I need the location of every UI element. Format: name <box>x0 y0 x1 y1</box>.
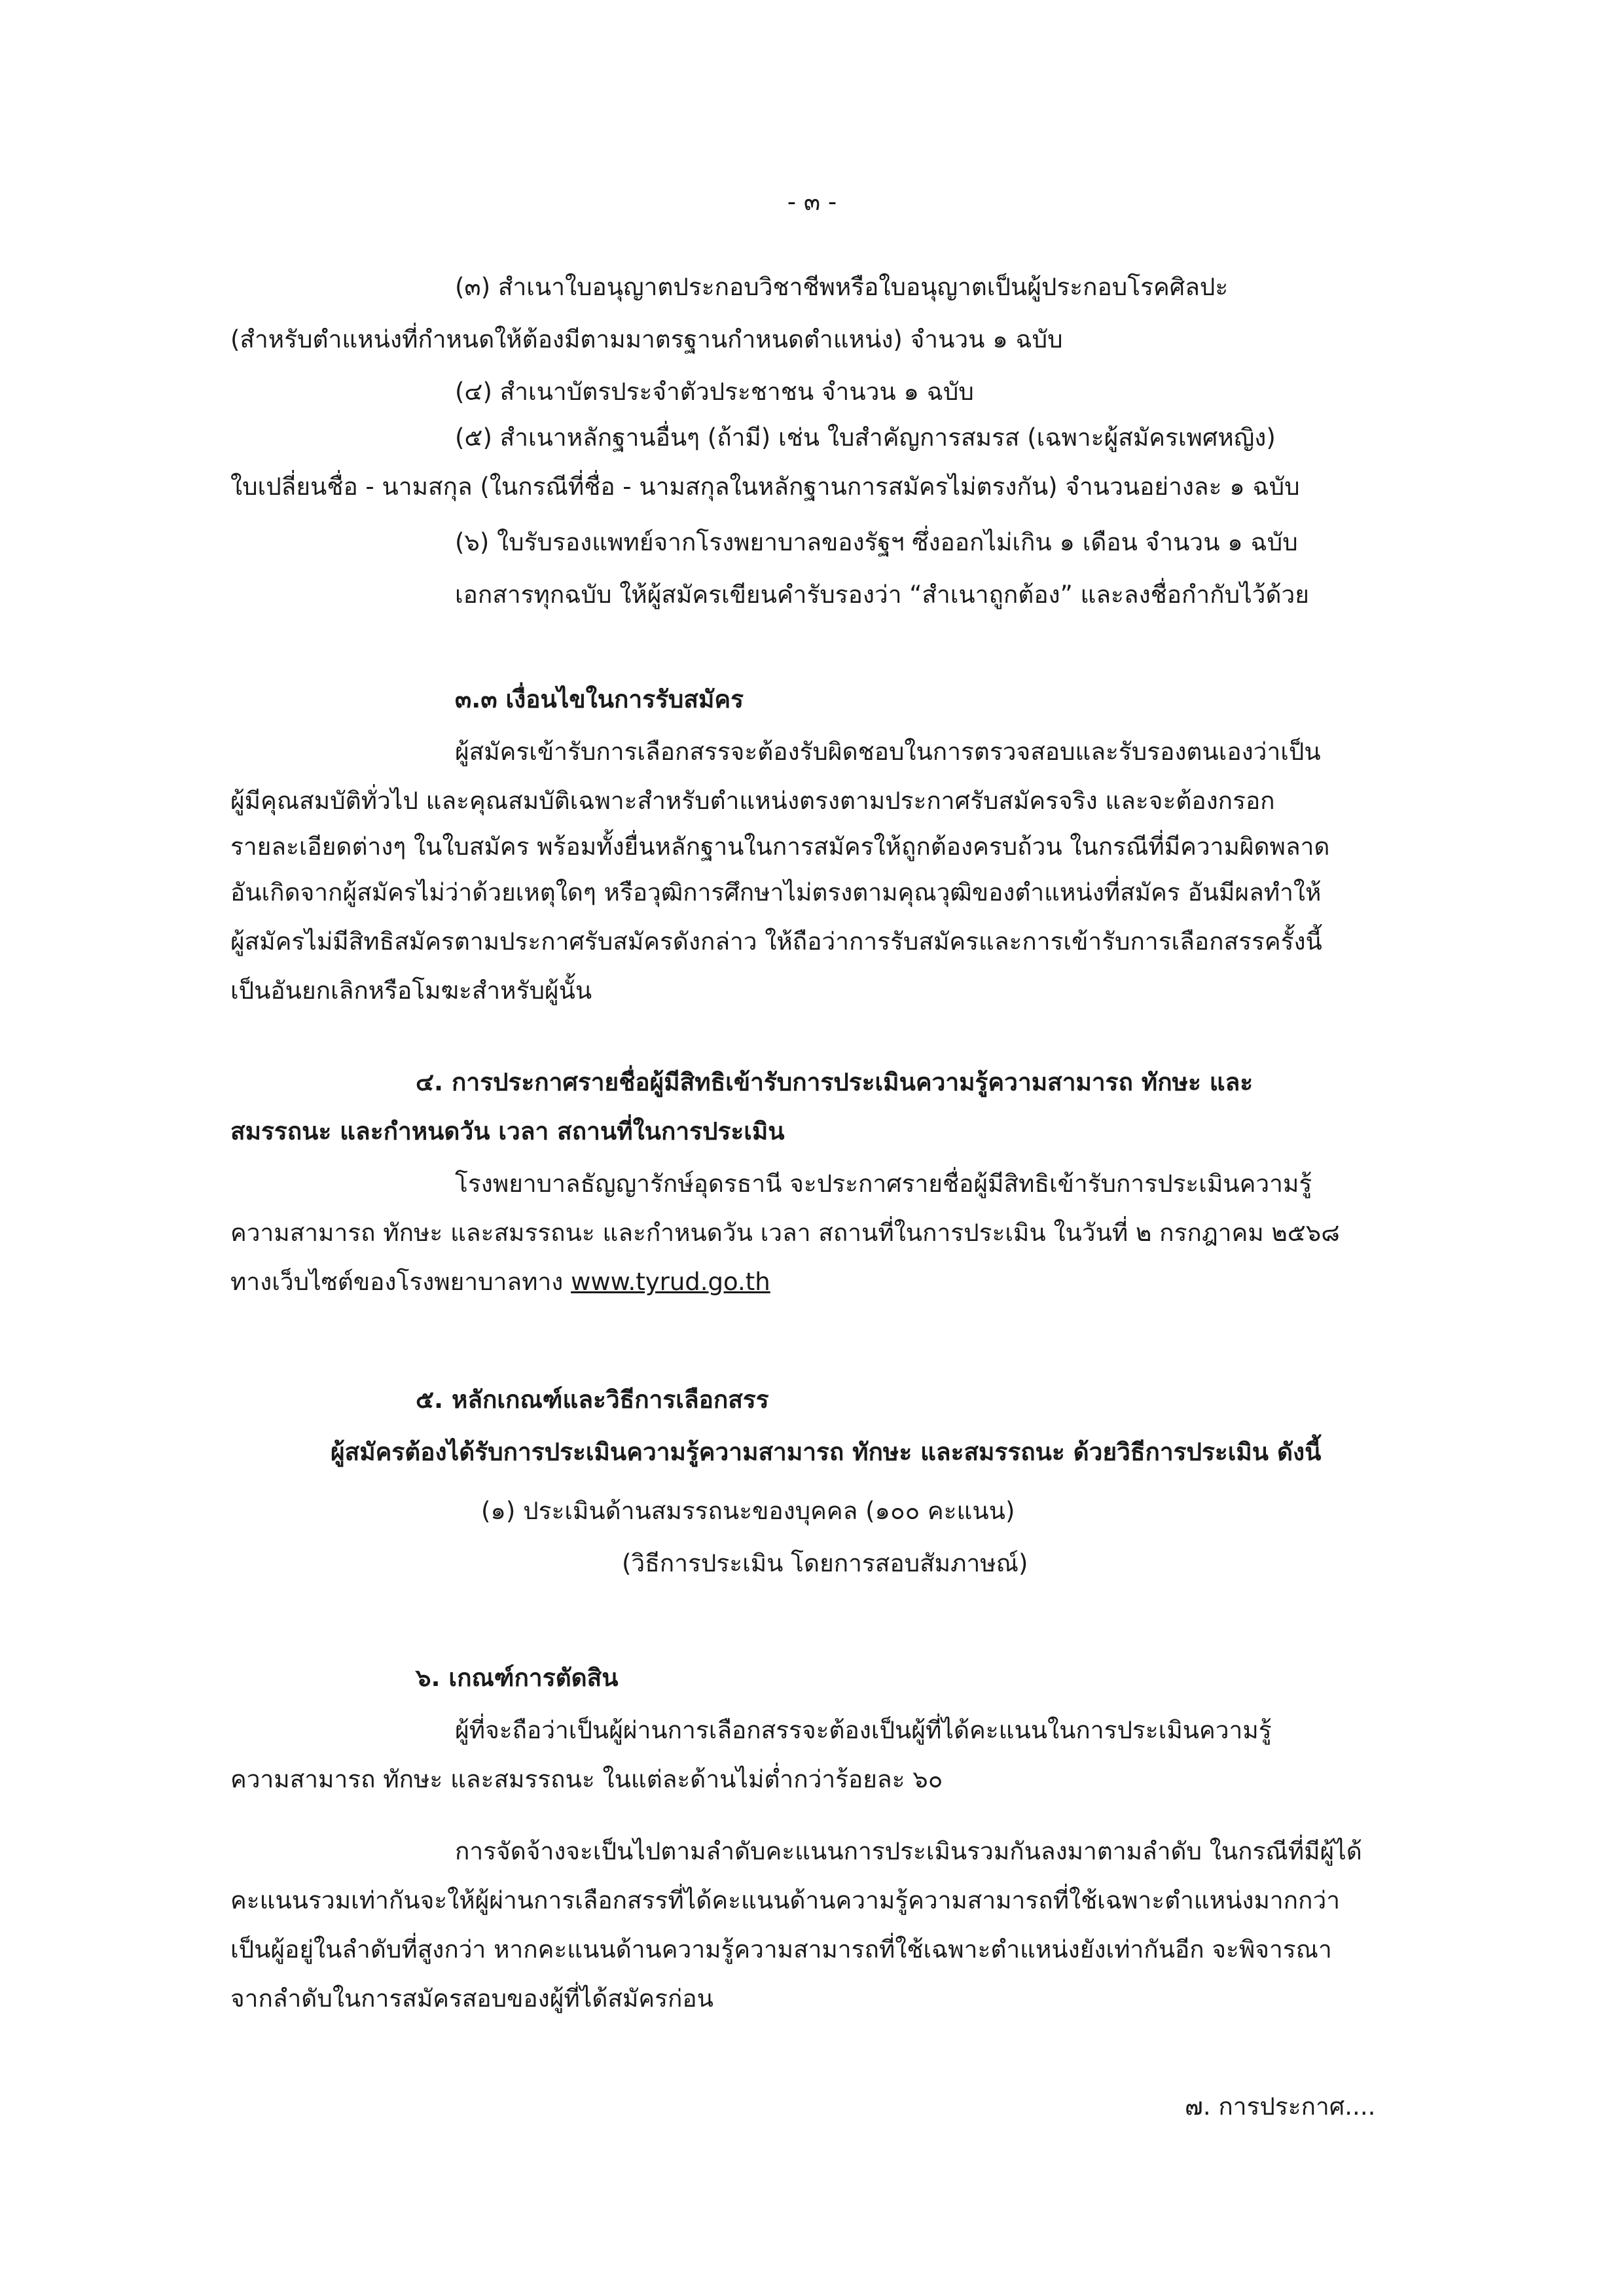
section-6-line: ผู้ที่จะถือว่าเป็นผู้ผ่านการเลือกสรรจะต้องเป็นผู้ที่ได้คะแนนในการประเมินความรู้ <box>455 1716 1272 1744</box>
section-3-3-line: อันเกิดจากผู้สมัครไม่ว่าด้วยเหตุใดๆ หรือวุฒิการศึกษาไม่ตรงตามคุณวุฒิของตำแหน่งที่สมัคร อันมีผลทำให้ <box>230 878 1322 906</box>
section-6-line: ความสามารถ ทักษะ และสมรรถนะ ในแต่ละด้านไม่ต่ำกว่าร้อยละ ๖๐ <box>230 1765 943 1793</box>
section-6-heading: ๖. เกณฑ์การตัดสิน <box>416 1664 619 1692</box>
section-6-line: จากลำดับในการสมัครสอบของผู้ที่ได้สมัครก่อน <box>230 1984 713 2013</box>
section-5-heading: ๕. หลักเกณฑ์และวิธีการเลือกสรร <box>416 1386 769 1414</box>
section-4-line: โรงพยาบาลธัญญารักษ์อุดรธานี จะประกาศรายชื่อผู้มีสิทธิเข้ารับการประเมินความรู้ <box>455 1170 1312 1198</box>
continuation-note: ๗. การประกาศ.... <box>1185 2092 1376 2121</box>
section-4-line-prefix: ทางเว็บไซต์ของโรงพยาบาลทาง <box>230 1268 564 1296</box>
section-5-item-1-note: (วิธีการประเมิน โดยการสอบสัมภาษณ์) <box>622 1549 1028 1577</box>
section-3-3-line: ผู้สมัครเข้ารับการเลือกสรรจะต้องรับผิดชอบในการตรวจสอบและรับรองตนเองว่าเป็น <box>455 738 1321 766</box>
section-3-3-line: ผู้มีคุณสมบัติทั่วไป และคุณสมบัติเฉพาะสำหรับตำแหน่งตรงตามประกาศรับสมัครจริง และจะต้องกรอก <box>230 787 1275 815</box>
doc-item-4: (๔) สำเนาบัตรประจำตัวประชาชน จำนวน ๑ ฉบับ <box>455 378 974 406</box>
section-4-line: ความสามารถ ทักษะ และสมรรถนะ และกำหนดวัน เวลา สถานที่ในการประเมิน ในวันที่ ๒ กรกฎาคม ๒๕๖๘ <box>230 1219 1340 1247</box>
section-3-3-heading: ๓.๓ เงื่อนไขในการรับสมัคร <box>455 685 744 713</box>
hospital-website-link[interactable]: www.tyrud.go.th <box>571 1268 770 1296</box>
section-4-heading: ๔. การประกาศรายชื่อผู้มีสิทธิเข้ารับการประเมินความรู้ความสามารถ ทักษะ และ <box>416 1068 1254 1096</box>
section-6-line: การจัดจ้างจะเป็นไปตามลำดับคะแนนการประเมินรวมกันลงมาตามลำดับ ในกรณีที่มีผู้ได้ <box>455 1837 1362 1865</box>
doc-certification-note: เอกสารทุกฉบับ ให้ผู้สมัครเขียนคำรับรองว่า “สำเนาถูกต้อง” และลงชื่อกำกับไว้ด้วย <box>455 581 1309 609</box>
section-4-heading-cont: สมรรถนะ และกำหนดวัน เวลา สถานที่ในการประเมิน <box>230 1117 785 1145</box>
section-3-3-line: รายละเอียดต่างๆ ในใบสมัคร พร้อมทั้งยื่นหลักฐานในการสมัครให้ถูกต้องครบถ้วน ในกรณีที่มีความผิดพลาด <box>230 833 1330 861</box>
section-3-3-line: เป็นอันยกเลิกหรือโมฆะสำหรับผู้นั้น <box>230 977 592 1005</box>
doc-item-3-cont: (สำหรับตำแหน่งที่กำหนดให้ต้องมีตามมาตรฐานกำหนดตำแหน่ง) จำนวน ๑ ฉบับ <box>230 325 1063 353</box>
section-5-subheading: ผู้สมัครต้องได้รับการประเมินความรู้ความสามารถ ทักษะ และสมรรถนะ ด้วยวิธีการประเมิน ดังนี้ <box>331 1438 1322 1466</box>
doc-item-3: (๓) สำเนาใบอนุญาตประกอบวิชาชีพหรือใบอนุญาตเป็นผู้ประกอบโรคศิลปะ <box>455 273 1229 301</box>
section-3-3-line: ผู้สมัครไม่มีสิทธิสมัครตามประกาศรับสมัครดังกล่าว ให้ถือว่าการรับสมัครและการเข้ารับการเลือกสรรครั้งนี้ <box>230 927 1322 956</box>
section-6-line: คะแนนรวมเท่ากันจะให้ผู้ผ่านการเลือกสรรที่ได้คะแนนด้านความรู้ความสามารถที่ใช้เฉพาะตำแหน่งมากกว่า <box>230 1886 1340 1914</box>
section-4-line <box>230 1270 770 1294</box>
doc-item-6: (๖) ใบรับรองแพทย์จากโรงพยาบาลของรัฐฯ ซึ่งออกไม่เกิน ๑ เดือน จำนวน ๑ ฉบับ <box>455 528 1298 556</box>
doc-item-5-cont: ใบเปลี่ยนชื่อ - นามสกุล (ในกรณีที่ชื่อ - นามสกุลในหลักฐานการสมัครไม่ตรงกัน) จำนวนอย่างละ ๑ ฉบับ <box>230 473 1300 501</box>
section-6-line: เป็นผู้อยู่ในลำดับที่สูงกว่า หากคะแนนด้านความรู้ความสามารถที่ใช้เฉพาะตำแหน่งยังเท่ากันอีก จะพิจารณา <box>230 1935 1332 1964</box>
page-number: - ๓ - <box>787 188 837 216</box>
doc-item-5: (๕) สำเนาหลักฐานอื่นๆ (ถ้ามี) เช่น ใบสำคัญการสมรส (เฉพาะผู้สมัครเพศหญิง) <box>455 423 1276 452</box>
section-5-item-1: (๑) ประเมินด้านสมรรถนะของบุคคล (๑๐๐ คะแนน) <box>481 1497 1015 1525</box>
